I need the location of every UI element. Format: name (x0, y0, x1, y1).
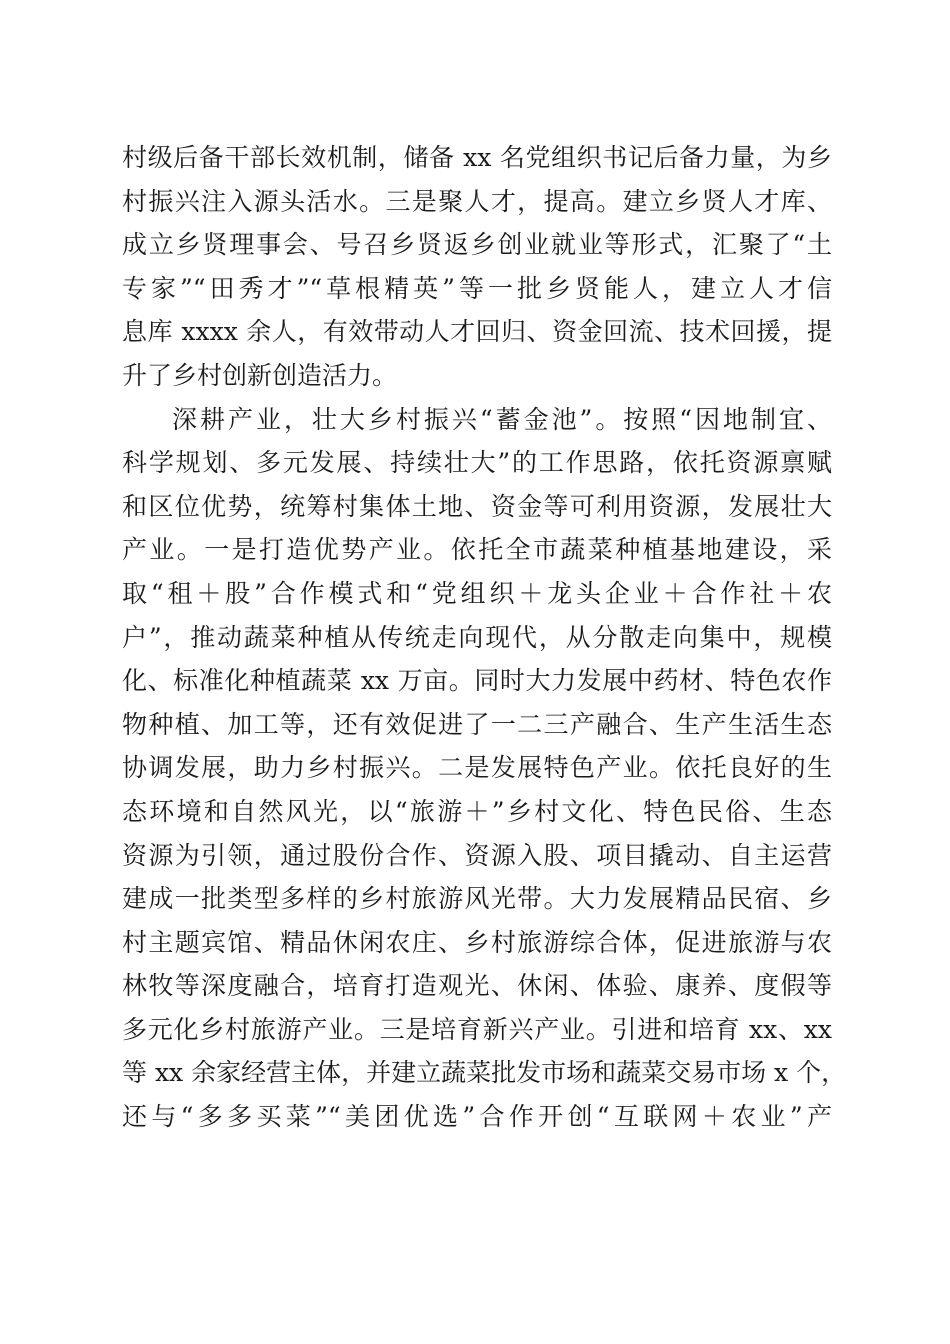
text-line: 产业。一是打造优势产业。依托全市蔬菜种植基地建设，采 (122, 535, 832, 565)
text-line: 化、标准化种植蔬菜 xx 万亩。同时大力发展中药材、特色农作 (122, 666, 832, 696)
text-line: 资源为引领，通过股份合作、资源入股、项目撬动、自主运营 (122, 840, 832, 870)
text-line: 科学规划、多元发展、持续壮大”的工作思路，依托资源禀赋 (122, 448, 832, 478)
text-line: 还与“多多买菜”“美团优选”合作开创“互联网＋农业”产 (122, 1102, 832, 1132)
text-line: 升了乡村创新创造活力。 (122, 360, 398, 390)
text-line: 取“租＋股”合作模式和“党组织＋龙头企业＋合作社＋农 (122, 578, 832, 608)
body-text (122, 136, 847, 1139)
text-line: 协调发展，助力乡村振兴。二是发展特色产业。依托良好的生 (122, 753, 832, 783)
text-line: 态环境和自然风光，以“旅游＋”乡村文化、特色民俗、生态 (122, 796, 832, 826)
text-line: 物种植、加工等，还有效促进了一二三产融合、生产生活生态 (122, 709, 832, 739)
text-line: 成立乡贤理事会、号召乡贤返乡创业就业等形式，汇聚了“土 (122, 230, 832, 260)
paragraph-first-line: 深耕产业，壮大乡村振兴“蓄金池”。按照“因地制宜、 (172, 404, 832, 434)
text-line: 村主题宾馆、精品休闲农庄、乡村旅游综合体，促进旅游与农 (122, 927, 832, 957)
text-line: 村级后备干部长效机制，储备 xx 名党组织书记后备力量，为乡 (122, 143, 832, 172)
text-line: 专家”“田秀才”“草根精英”等一批乡贤能人，建立人才信 (122, 273, 832, 303)
text-line: 建成一批类型多样的乡村旅游风光带。大力发展精品民宿、乡 (122, 884, 832, 914)
text-line: 户”，推动蔬菜种植从传统走向现代，从分散走向集中，规模 (122, 622, 832, 652)
text-line: 息库 xxxx 余人，有效带动人才回归、资金回流、技术回援，提 (122, 317, 832, 347)
text-line: 多元化乡村旅游产业。三是培育新兴产业。引进和培育 xx、xx (122, 1014, 832, 1044)
text-line: 村振兴注入源头活水。三是聚人才，提高。建立乡贤人才库、 (122, 186, 832, 216)
text-line: 林牧等深度融合，培育打造观光、休闲、体验、康养、度假等 (122, 971, 832, 1001)
text-line: 等 xx 余家经营主体，并建立蔬菜批发市场和蔬菜交易市场 x 个， (122, 1058, 847, 1088)
text-line: 和区位优势，统筹村集体土地、资金等可利用资源，发展壮大 (122, 491, 832, 521)
